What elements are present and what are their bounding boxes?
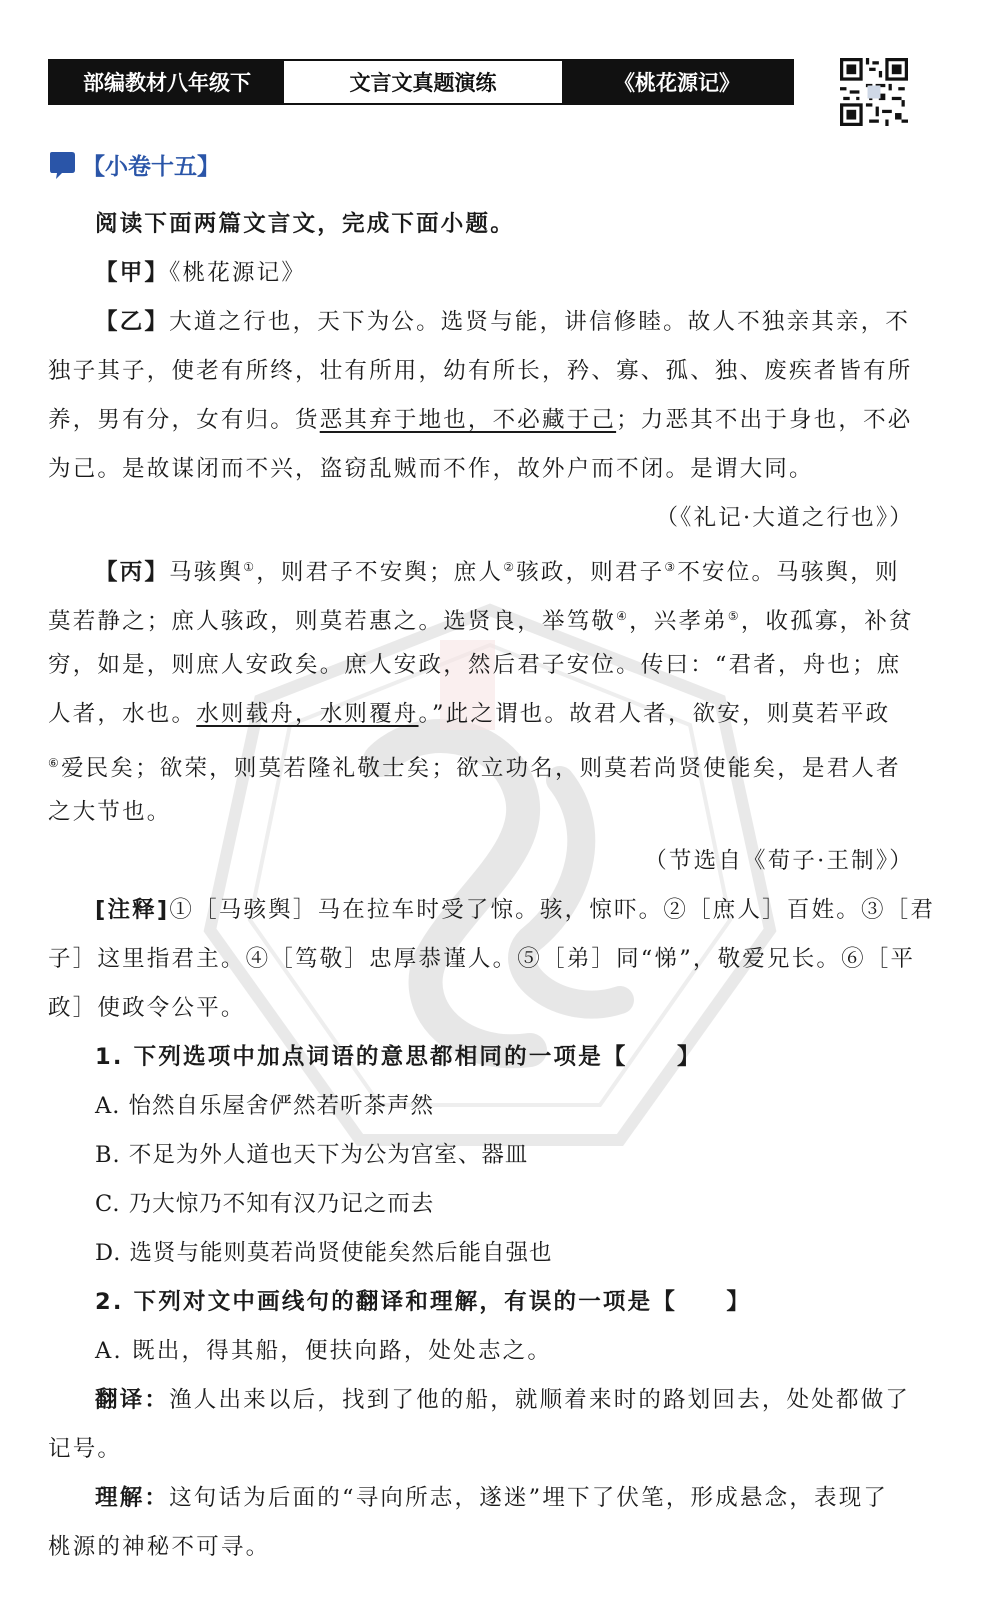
- passage-yi-line-2: 独子其子，使老有所终，壮有所用，幼有所长，矜、寡、孤、独、废疾者皆有所: [48, 358, 913, 384]
- section-heading: [48, 148, 220, 181]
- question-2-option-a: A. 既出，得其船，便扶向路，处处志之。: [95, 1338, 553, 1364]
- understanding-label: 理解：: [95, 1485, 170, 1511]
- notes-line-3: 政］使政令公平。: [48, 995, 246, 1021]
- instruction: 阅读下面两篇文言文，完成下面小题。: [95, 211, 515, 237]
- passage-bing-text: 人者，水也。: [48, 701, 197, 727]
- passage-bing-text: 莫若静之；庶人骇政，则莫若惠之。选贤良，举笃敬: [48, 608, 617, 635]
- translation-line-1: [95, 1385, 914, 1415]
- passage-yi-text-3b: ；力恶其不出于身也，不必: [616, 407, 913, 433]
- passage-yi-line-3: [48, 405, 914, 435]
- header-grade: 部编教材八年级下: [50, 61, 284, 103]
- passage-yi-label: 【乙】: [95, 309, 170, 335]
- passage-jia-label: 【甲】: [95, 260, 170, 286]
- section-title: 【小卷十五】: [82, 154, 220, 180]
- passage-yi-text-3a: 养，男有分，女有归。货: [48, 407, 320, 433]
- footnote-marker: ②: [503, 560, 517, 574]
- passage-yi-source: （《礼记·大道之行也》）: [655, 505, 914, 531]
- passage-jia: [95, 258, 914, 288]
- header-lesson: 《桃花源记》: [562, 61, 792, 103]
- passage-bing-text: ，兴孝弟: [629, 608, 728, 635]
- footnote-marker: ④: [616, 609, 630, 623]
- question-1-option-b: B. 不足为外人道也天下为公为宫室、器皿: [95, 1142, 529, 1168]
- translation-text: 渔人出来以后，找到了他的船，就顺着来时的路划回去，处处都做了: [169, 1387, 911, 1413]
- passage-bing-text: ，收孤寡，补贫: [740, 608, 914, 635]
- notes-line-2: 子］这里指君主。④［笃敬］忠厚恭谨人。⑤［弟］同“悌”，敬爱兄长。⑥［平: [48, 946, 916, 972]
- notes-text-1: ①［马骇舆］马在拉车时受了惊。骇，惊吓。②［庶人］百姓。③［君: [169, 897, 936, 923]
- question-1-stem: 1. 下列选项中加点词语的意思都相同的一项是【 】: [95, 1044, 702, 1070]
- bookmark-tag-icon: [48, 150, 78, 180]
- notes-label: [注释]: [95, 897, 170, 923]
- question-1-option-c: C. 乃大惊乃不知有汉乃记之而去: [95, 1191, 435, 1217]
- translation-label: 翻译：: [95, 1387, 170, 1413]
- passage-yi-text-1: 大道之行也，天下为公。选贤与能，讲信修睦。故人不独亲其亲，不: [169, 309, 911, 335]
- footnote-marker: ⑤: [727, 609, 741, 623]
- underlined-sentence-bing: 水则载舟，水则覆舟: [196, 701, 419, 727]
- passage-bing-text: 爱民矣；欲荣，则莫若隆礼敬士矣；欲立功名，则莫若尚贤使能矣，是君人者: [60, 755, 901, 782]
- understanding-text: 这句话为后面的“寻向所志，遂迷”埋下了伏笔，形成悬念，表现了: [169, 1485, 889, 1511]
- footnote-marker: ⑥: [48, 756, 61, 770]
- passage-bing-label: 【丙】: [95, 559, 170, 586]
- understanding-line-1: [95, 1483, 914, 1513]
- question-1-option-d: D. 选贤与能则莫若尚贤使能矣然后能自强也: [95, 1240, 553, 1266]
- passage-bing-text: 骇政，则君子: [516, 559, 665, 586]
- understanding-line-2: 桃源的神秘不可寻。: [48, 1534, 271, 1560]
- footnote-marker: ③: [664, 560, 678, 574]
- question-1-option-a: A. 怡然自乐屋舍俨然若听茶声然: [95, 1093, 435, 1119]
- underlined-sentence-yi: 恶其弃于地也，不必藏于己: [319, 407, 617, 433]
- passage-bing-line-6: 之大节也。: [48, 799, 172, 825]
- passage-bing-line-1: [95, 552, 914, 588]
- passage-bing-text: ，则君子不安舆；庶人: [256, 559, 504, 586]
- passage-bing-text: 。”此之谓也。故君人者，欲安，则莫若平政: [418, 701, 891, 727]
- seal-watermark: [200, 600, 780, 1160]
- passage-bing-text: 不安位。马骇舆，则: [677, 559, 900, 586]
- passage-bing-line-3: 穷，如是，则庶人安政矣。庶人安政，然后君子安位。传曰：“君者，舟也；庶: [48, 652, 902, 678]
- passage-yi-line-1: [95, 307, 914, 337]
- header-category: 文言文真题演练: [284, 61, 562, 103]
- question-2-stem: 2. 下列对文中画线句的翻译和理解，有误的一项是【 】: [95, 1289, 752, 1315]
- passage-yi-line-4: 为己。是故谋闭而不兴，盗窃乱贼而不作，故外户而不闭。是谓大同。: [48, 456, 814, 482]
- qr-code-icon: [840, 58, 908, 126]
- passage-bing-source: （节选自《荀子·王制》）: [644, 848, 914, 874]
- translation-line-2: 记号。: [48, 1436, 123, 1462]
- passage-bing-line-4: [48, 699, 914, 729]
- header-bar: [48, 59, 794, 105]
- passage-bing-text: 马骇舆: [169, 559, 244, 586]
- footnote-marker: ①: [243, 560, 257, 574]
- passage-jia-text: 《桃花源记》: [169, 260, 307, 286]
- passage-bing-line-2: [48, 601, 914, 637]
- notes-line-1: [95, 895, 936, 925]
- passage-bing-line-5: [48, 748, 914, 784]
